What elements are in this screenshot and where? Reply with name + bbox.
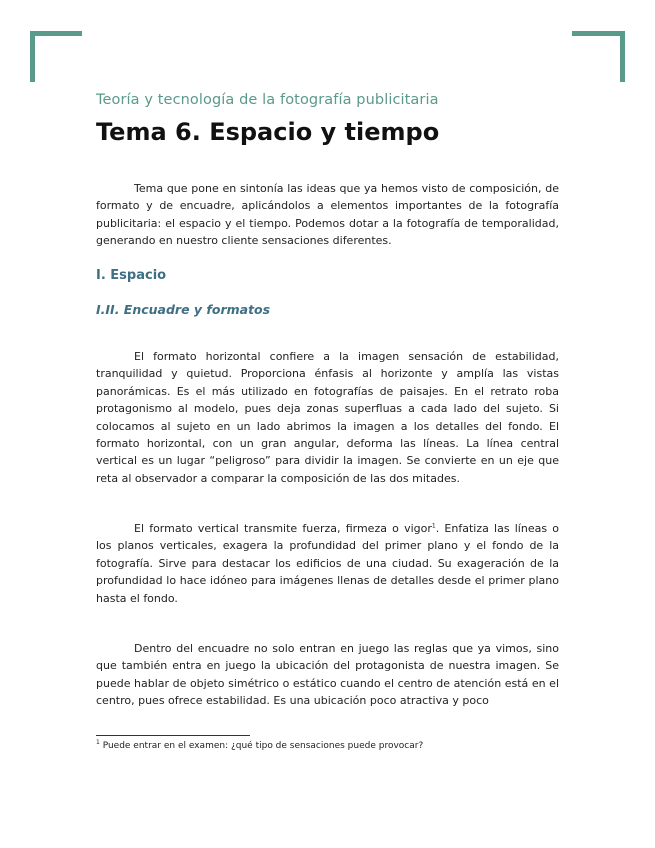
subsection-heading: I.II. Encuadre y formatos	[96, 302, 271, 317]
course-subject: Teoría y tecnología de la fotografía publicitaria	[96, 92, 439, 108]
footnote-reference[interactable]: 1	[431, 522, 436, 530]
footnote-text: Puede entrar en el examen: ¿qué tipo de sensaciones puede provocar?	[99, 741, 424, 751]
corner-mark-top-right-horizontal	[572, 31, 625, 36]
paragraph-vertical-rest: . Enfatiza las líneas o los planos verticales, exagera la profundidad del primer plano y el fondo de la fotografía. Sirve para destacar los edificios de una ciudad. Su exageración de la profundidad lo hace idóneo para imágenes llenas de detalles desde el primer plano hasta el fondo.	[96, 522, 559, 605]
section-heading: I. Espacio	[96, 268, 167, 283]
paragraph-horizontal-format: El formato horizontal confiere a la imagen sensación de estabilidad, tranquilidad y quietud. Proporciona énfasis al horizonte y amplía las vistas panorámicas. Es el más utilizado en fotografías de paisajes. En el retrato roba protagonismo al modelo, pues deja zonas superfluas a cada lado del sujeto. Si colocamos al sujeto en un lado abrimos la imagen a los detalles del fondo. El formato horizontal, con un gran angular, deforma las líneas. La línea central vertical es un lugar “peligroso” para dividir la imagen. Se convierte en un eje que reta al observador a comparar la composición de las dos mitades.	[96, 350, 559, 485]
corner-mark-top-left-vertical	[30, 31, 35, 82]
footnote-number: 1	[96, 739, 100, 746]
footnote-divider	[96, 735, 250, 736]
footnote	[96, 741, 559, 751]
corner-mark-top-left-horizontal	[30, 31, 82, 36]
paragraph-vertical-start: El formato vertical transmite fuerza, firmeza o vigor	[134, 522, 432, 535]
corner-mark-top-right-vertical	[620, 31, 625, 82]
page-title: Tema 6. Espacio y tiempo	[96, 118, 440, 146]
paragraph-framing: Dentro del encuadre no solo entran en juego las reglas que ya vimos, sino que también entra en juego la ubicación del protagonista de nuestra imagen. Se puede hablar de objeto simétrico o estático cuando el centro de atención está en el centro, pues ofrece estabilidad. Es una ubicación poco atractiva y poco	[96, 642, 559, 708]
intro-paragraph: Tema que pone en sintonía las ideas que ya hemos visto de composición, de formato y de encuadre, aplicándolos a elementos importantes de la fotografía publicitaria: el espacio y el tiempo. Podemos dotar a la fotografía de temporalidad, generando en nuestro cliente sensaciones diferentes.	[96, 182, 559, 248]
paragraph-vertical-format	[96, 520, 559, 607]
